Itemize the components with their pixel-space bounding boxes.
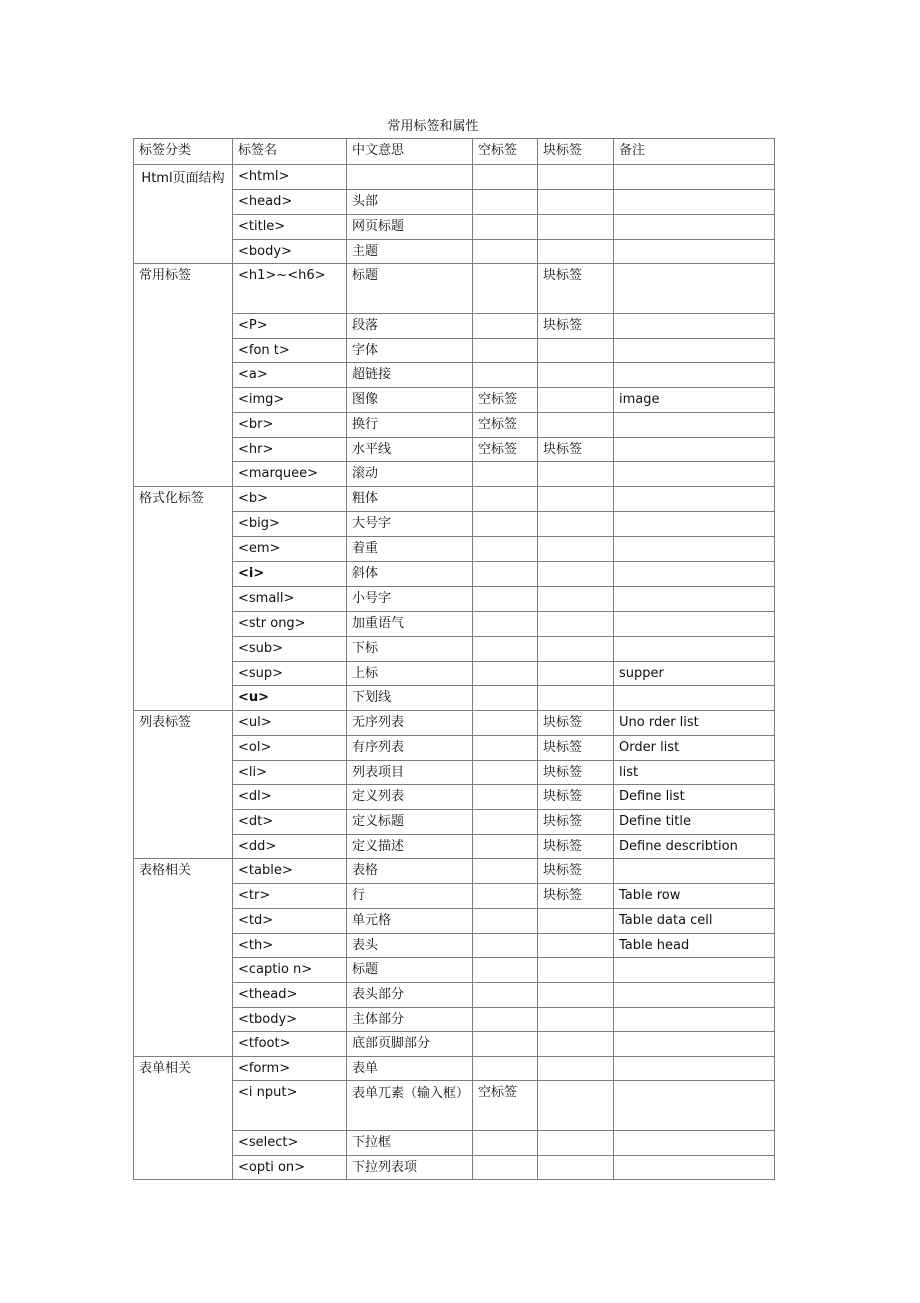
tag-name-cell: <tbody>: [233, 1008, 347, 1032]
block-tag-cell: [538, 662, 614, 686]
block-tag-cell: [538, 909, 614, 934]
empty-tag-cell: [473, 1032, 538, 1057]
note-cell: [614, 859, 775, 884]
note-cell: Define describtion: [614, 835, 775, 859]
empty-tag-cell: [473, 314, 538, 339]
meaning-cell: 大号字: [347, 512, 473, 537]
meaning-cell: 无序列表: [347, 711, 473, 736]
meaning-cell: 主题: [347, 240, 473, 264]
meaning-cell: 主体部分: [347, 1008, 473, 1032]
empty-tag-cell: [473, 934, 538, 958]
note-cell: [614, 1131, 775, 1156]
note-cell: Order list: [614, 736, 775, 761]
block-tag-cell: [538, 587, 614, 612]
block-tag-cell: [538, 1057, 614, 1081]
empty-tag-cell: [473, 884, 538, 909]
empty-tag-cell: [473, 859, 538, 884]
meaning-cell: 下拉列表项: [347, 1156, 473, 1180]
empty-tag-cell: [473, 512, 538, 537]
note-cell: [614, 637, 775, 662]
meaning-cell: 超链接: [347, 363, 473, 388]
meaning-cell: 斜体: [347, 562, 473, 587]
tag-name-cell: <body>: [233, 240, 347, 264]
tag-name-cell: <select>: [233, 1131, 347, 1156]
meaning-cell: 上标: [347, 662, 473, 686]
note-cell: [614, 1057, 775, 1081]
block-tag-cell: 块标签: [538, 264, 614, 314]
empty-tag-cell: [473, 562, 538, 587]
category-cell: 格式化标签: [134, 487, 233, 711]
block-tag-cell: [538, 215, 614, 240]
tag-name-cell: <tfoot>: [233, 1032, 347, 1057]
tag-name-cell: <ol>: [233, 736, 347, 761]
table-row: [134, 165, 775, 190]
empty-tag-cell: [473, 1131, 538, 1156]
tag-name-cell: <a>: [233, 363, 347, 388]
block-tag-cell: 块标签: [538, 711, 614, 736]
meaning-cell: 有序列表: [347, 736, 473, 761]
tag-name-cell: <str ong>: [233, 612, 347, 637]
meaning-cell: 定义标题: [347, 810, 473, 835]
header-block-tag: 块标签: [538, 139, 614, 165]
empty-tag-cell: [473, 587, 538, 612]
meaning-cell: 定义列表: [347, 785, 473, 810]
empty-tag-cell: [473, 462, 538, 487]
empty-tag-cell: 空标签: [473, 438, 538, 462]
note-cell: Table row: [614, 884, 775, 909]
block-tag-cell: 块标签: [538, 859, 614, 884]
tag-name-cell: <dd>: [233, 835, 347, 859]
empty-tag-cell: [473, 958, 538, 983]
meaning-cell: 头部: [347, 190, 473, 215]
meaning-cell: 行: [347, 884, 473, 909]
block-tag-cell: [538, 934, 614, 958]
note-cell: [614, 958, 775, 983]
tag-name-cell: <u>: [233, 686, 347, 711]
empty-tag-cell: [473, 983, 538, 1008]
empty-tag-cell: [473, 909, 538, 934]
block-tag-cell: 块标签: [538, 785, 614, 810]
empty-tag-cell: [473, 612, 538, 637]
category-cell: 常用标签: [134, 264, 233, 487]
note-cell: [614, 983, 775, 1008]
note-cell: [614, 512, 775, 537]
tag-name-cell: <i nput>: [233, 1081, 347, 1131]
block-tag-cell: [538, 637, 614, 662]
meaning-cell: 下拉框: [347, 1131, 473, 1156]
empty-tag-cell: [473, 637, 538, 662]
tag-name-cell: <opti on>: [233, 1156, 347, 1180]
block-tag-cell: [538, 612, 614, 637]
block-tag-cell: [538, 686, 614, 711]
note-cell: Table head: [614, 934, 775, 958]
meaning-cell: 网页标题: [347, 215, 473, 240]
note-cell: Table data cell: [614, 909, 775, 934]
note-cell: [614, 264, 775, 314]
empty-tag-cell: [473, 662, 538, 686]
empty-tag-cell: [473, 240, 538, 264]
tag-name-cell: <P>: [233, 314, 347, 339]
category-cell: 列表标签: [134, 711, 233, 859]
meaning-cell: 图像: [347, 388, 473, 413]
note-cell: [614, 537, 775, 562]
empty-tag-cell: 空标签: [473, 1081, 538, 1131]
meaning-cell: 表单: [347, 1057, 473, 1081]
meaning-cell: 下标: [347, 637, 473, 662]
empty-tag-cell: [473, 785, 538, 810]
block-tag-cell: 块标签: [538, 761, 614, 785]
empty-tag-cell: [473, 736, 538, 761]
tag-name-cell: <b>: [233, 487, 347, 512]
table-row: [134, 711, 775, 736]
table-row: [134, 487, 775, 512]
block-tag-cell: 块标签: [538, 810, 614, 835]
note-cell: [614, 487, 775, 512]
note-cell: Define title: [614, 810, 775, 835]
tag-name-cell: <fon t>: [233, 339, 347, 363]
tag-name-cell: <html>: [233, 165, 347, 190]
tag-name-cell: <small>: [233, 587, 347, 612]
note-cell: [614, 339, 775, 363]
meaning-cell: [347, 165, 473, 190]
meaning-cell: 加重语气: [347, 612, 473, 637]
meaning-cell: 粗体: [347, 487, 473, 512]
block-tag-cell: 块标签: [538, 736, 614, 761]
note-cell: supper: [614, 662, 775, 686]
meaning-cell: 定义描述: [347, 835, 473, 859]
note-cell: [614, 587, 775, 612]
tag-name-cell: <sub>: [233, 637, 347, 662]
block-tag-cell: [538, 1131, 614, 1156]
note-cell: [614, 1081, 775, 1131]
table-row: [134, 1057, 775, 1081]
tag-name-cell: <captio n>: [233, 958, 347, 983]
tag-name-cell: <img>: [233, 388, 347, 413]
empty-tag-cell: [473, 686, 538, 711]
category-cell: 表单相关: [134, 1057, 233, 1180]
tag-name-cell: <dt>: [233, 810, 347, 835]
tag-name-cell: <tr>: [233, 884, 347, 909]
block-tag-cell: [538, 363, 614, 388]
note-cell: [614, 363, 775, 388]
tag-name-cell: <dl>: [233, 785, 347, 810]
tag-name-cell: <sup>: [233, 662, 347, 686]
block-tag-cell: [538, 1008, 614, 1032]
category-cell: Html页面结构: [134, 165, 233, 264]
note-cell: [614, 562, 775, 587]
empty-tag-cell: [473, 1008, 538, 1032]
block-tag-cell: [538, 1156, 614, 1180]
tag-name-cell: <form>: [233, 1057, 347, 1081]
note-cell: list: [614, 761, 775, 785]
tag-name-cell: <em>: [233, 537, 347, 562]
empty-tag-cell: [473, 537, 538, 562]
note-cell: [614, 413, 775, 438]
tag-name-cell: <head>: [233, 190, 347, 215]
block-tag-cell: [538, 958, 614, 983]
meaning-cell: 下划线: [347, 686, 473, 711]
table-row: [134, 264, 775, 314]
note-cell: Uno rder list: [614, 711, 775, 736]
empty-tag-cell: [473, 363, 538, 388]
note-cell: [614, 215, 775, 240]
meaning-cell: 换行: [347, 413, 473, 438]
meaning-cell: 表头: [347, 934, 473, 958]
meaning-cell: 段落: [347, 314, 473, 339]
empty-tag-cell: [473, 761, 538, 785]
block-tag-cell: 块标签: [538, 835, 614, 859]
block-tag-cell: [538, 165, 614, 190]
note-cell: [614, 165, 775, 190]
note-cell: [614, 190, 775, 215]
block-tag-cell: [538, 512, 614, 537]
block-tag-cell: [538, 537, 614, 562]
tag-name-cell: <title>: [233, 215, 347, 240]
empty-tag-cell: [473, 810, 538, 835]
block-tag-cell: [538, 339, 614, 363]
block-tag-cell: [538, 462, 614, 487]
meaning-cell: 单元格: [347, 909, 473, 934]
meaning-cell: 标题: [347, 958, 473, 983]
category-cell: 表格相关: [134, 859, 233, 1057]
block-tag-cell: [538, 1081, 614, 1131]
meaning-cell: 表头部分: [347, 983, 473, 1008]
meaning-cell: 小号字: [347, 587, 473, 612]
note-cell: [614, 612, 775, 637]
note-cell: image: [614, 388, 775, 413]
tag-name-cell: <td>: [233, 909, 347, 934]
empty-tag-cell: [473, 1156, 538, 1180]
block-tag-cell: 块标签: [538, 314, 614, 339]
note-cell: [614, 438, 775, 462]
header-chinese-meaning: 中文意思: [347, 139, 473, 165]
block-tag-cell: 块标签: [538, 438, 614, 462]
tag-name-cell: <li>: [233, 761, 347, 785]
block-tag-cell: [538, 1032, 614, 1057]
meaning-cell: 滚动: [347, 462, 473, 487]
empty-tag-cell: [473, 487, 538, 512]
tag-name-cell: <br>: [233, 413, 347, 438]
note-cell: [614, 1008, 775, 1032]
empty-tag-cell: [473, 711, 538, 736]
empty-tag-cell: [473, 1057, 538, 1081]
block-tag-cell: [538, 388, 614, 413]
meaning-cell: 着重: [347, 537, 473, 562]
meaning-cell: 水平线: [347, 438, 473, 462]
header-empty-tag: 空标签: [473, 139, 538, 165]
block-tag-cell: [538, 983, 614, 1008]
note-cell: [614, 462, 775, 487]
meaning-cell: 底部页脚部分: [347, 1032, 473, 1057]
tag-name-cell: <table>: [233, 859, 347, 884]
header-tag-name: 标签名: [233, 139, 347, 165]
tag-name-cell: <big>: [233, 512, 347, 537]
tag-name-cell: <h1>~<h6>: [233, 264, 347, 314]
tag-name-cell: <marquee>: [233, 462, 347, 487]
tag-name-cell: <i>: [233, 562, 347, 587]
block-tag-cell: [538, 413, 614, 438]
empty-tag-cell: [473, 339, 538, 363]
tag-name-cell: <thead>: [233, 983, 347, 1008]
empty-tag-cell: 空标签: [473, 413, 538, 438]
header-category: 标签分类: [134, 139, 233, 165]
tag-name-cell: <ul>: [233, 711, 347, 736]
block-tag-cell: [538, 190, 614, 215]
note-cell: [614, 314, 775, 339]
header-row: [134, 139, 775, 165]
page-title: 常用标签和属性: [387, 119, 479, 134]
block-tag-cell: [538, 562, 614, 587]
note-cell: [614, 686, 775, 711]
tag-reference-table: [133, 138, 775, 1180]
empty-tag-cell: [473, 190, 538, 215]
empty-tag-cell: [473, 835, 538, 859]
meaning-cell: 标题: [347, 264, 473, 314]
empty-tag-cell: 空标签: [473, 388, 538, 413]
meaning-cell: 列表项目: [347, 761, 473, 785]
tag-name-cell: <hr>: [233, 438, 347, 462]
meaning-cell: 表单兀素（输入框）: [347, 1081, 473, 1131]
empty-tag-cell: [473, 264, 538, 314]
note-cell: [614, 1156, 775, 1180]
meaning-cell: 表格: [347, 859, 473, 884]
note-cell: [614, 240, 775, 264]
block-tag-cell: [538, 240, 614, 264]
header-note: 备注: [614, 139, 775, 165]
empty-tag-cell: [473, 165, 538, 190]
block-tag-cell: 块标签: [538, 884, 614, 909]
table-row: [134, 859, 775, 884]
meaning-cell: 字体: [347, 339, 473, 363]
empty-tag-cell: [473, 215, 538, 240]
tag-name-cell: <th>: [233, 934, 347, 958]
note-cell: [614, 1032, 775, 1057]
block-tag-cell: [538, 487, 614, 512]
note-cell: Define list: [614, 785, 775, 810]
